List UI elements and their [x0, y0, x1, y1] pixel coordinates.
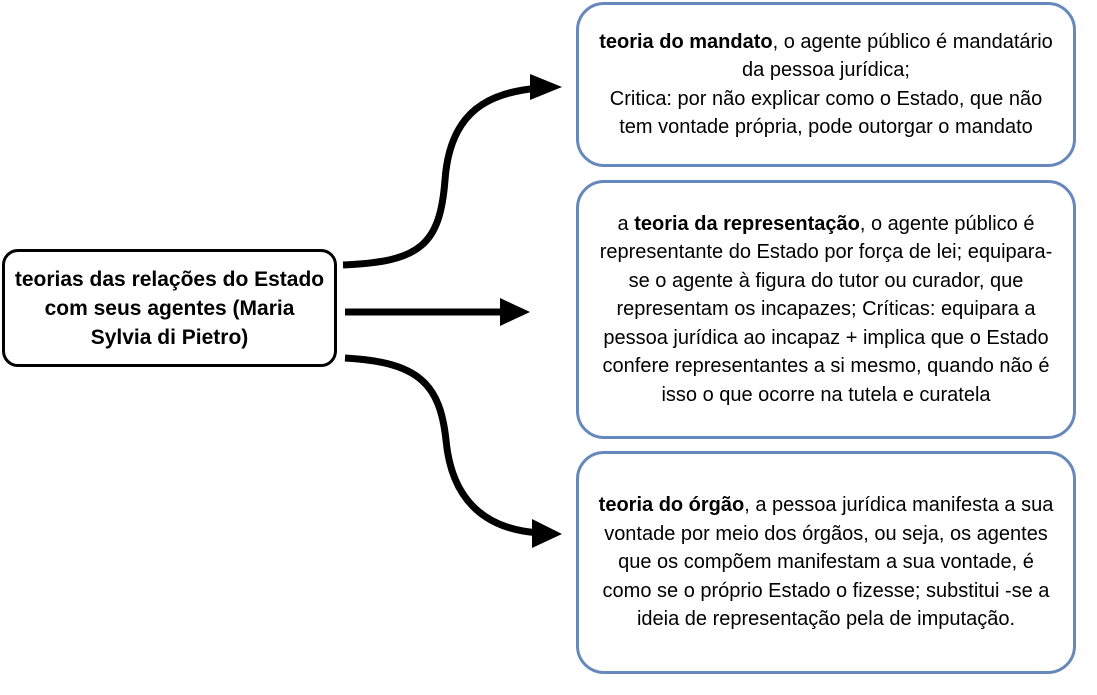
- leaf-prefix: a: [617, 212, 635, 235]
- leaf-body: , a pessoa jurídica manifesta a sua vontade por meio dos órgãos, ou seja, os agentes que os compõem manifestam a sua vontade, é como se o próprio Estado o fizesse; substitui -se a ideia de representação pela de imputação.: [602, 494, 1054, 631]
- leaf-title: teoria do mandato: [599, 30, 773, 53]
- leaf-body: , o agente público é representante do Estado por força de lei; equipara-se o agente à figura do tutor ou curador, que representam os incapazes; Críticas: equipara a pessoa jurídica ao incapaz + implica que o Estado confere representantes a si mesmo, quando não é isso o que ocorre na tutela e curatela: [599, 212, 1053, 406]
- root-node: [2, 249, 337, 367]
- arrowhead-to-mandato: [530, 74, 562, 100]
- arrow-to-mandato: [343, 88, 540, 265]
- arrow-to-orgao: [345, 358, 540, 533]
- leaf-teoria-orgao: [576, 451, 1076, 674]
- leaf-title: teoria da representação: [634, 212, 860, 235]
- leaf-title: teoria do órgão: [598, 494, 745, 517]
- leaf-critique: Critica: por não explicar como o Estado, que não tem vontade própria, pode outorgar o mandato: [609, 87, 1043, 138]
- leaf-teoria-representacao: [576, 180, 1076, 439]
- leaf-teoria-mandato: [576, 2, 1076, 167]
- root-label: teorias das relações do Estado com seus agentes (Maria Sylvia di Pietro): [14, 267, 325, 349]
- arrowhead-to-orgao: [532, 519, 562, 548]
- arrowhead-to-representacao: [500, 298, 530, 326]
- leaf-text: [591, 210, 1061, 410]
- leaf-body: , o agente público é mandatário da pessoa jurídica;: [742, 30, 1053, 81]
- leaf-text: [591, 28, 1061, 142]
- leaf-text: [591, 491, 1061, 634]
